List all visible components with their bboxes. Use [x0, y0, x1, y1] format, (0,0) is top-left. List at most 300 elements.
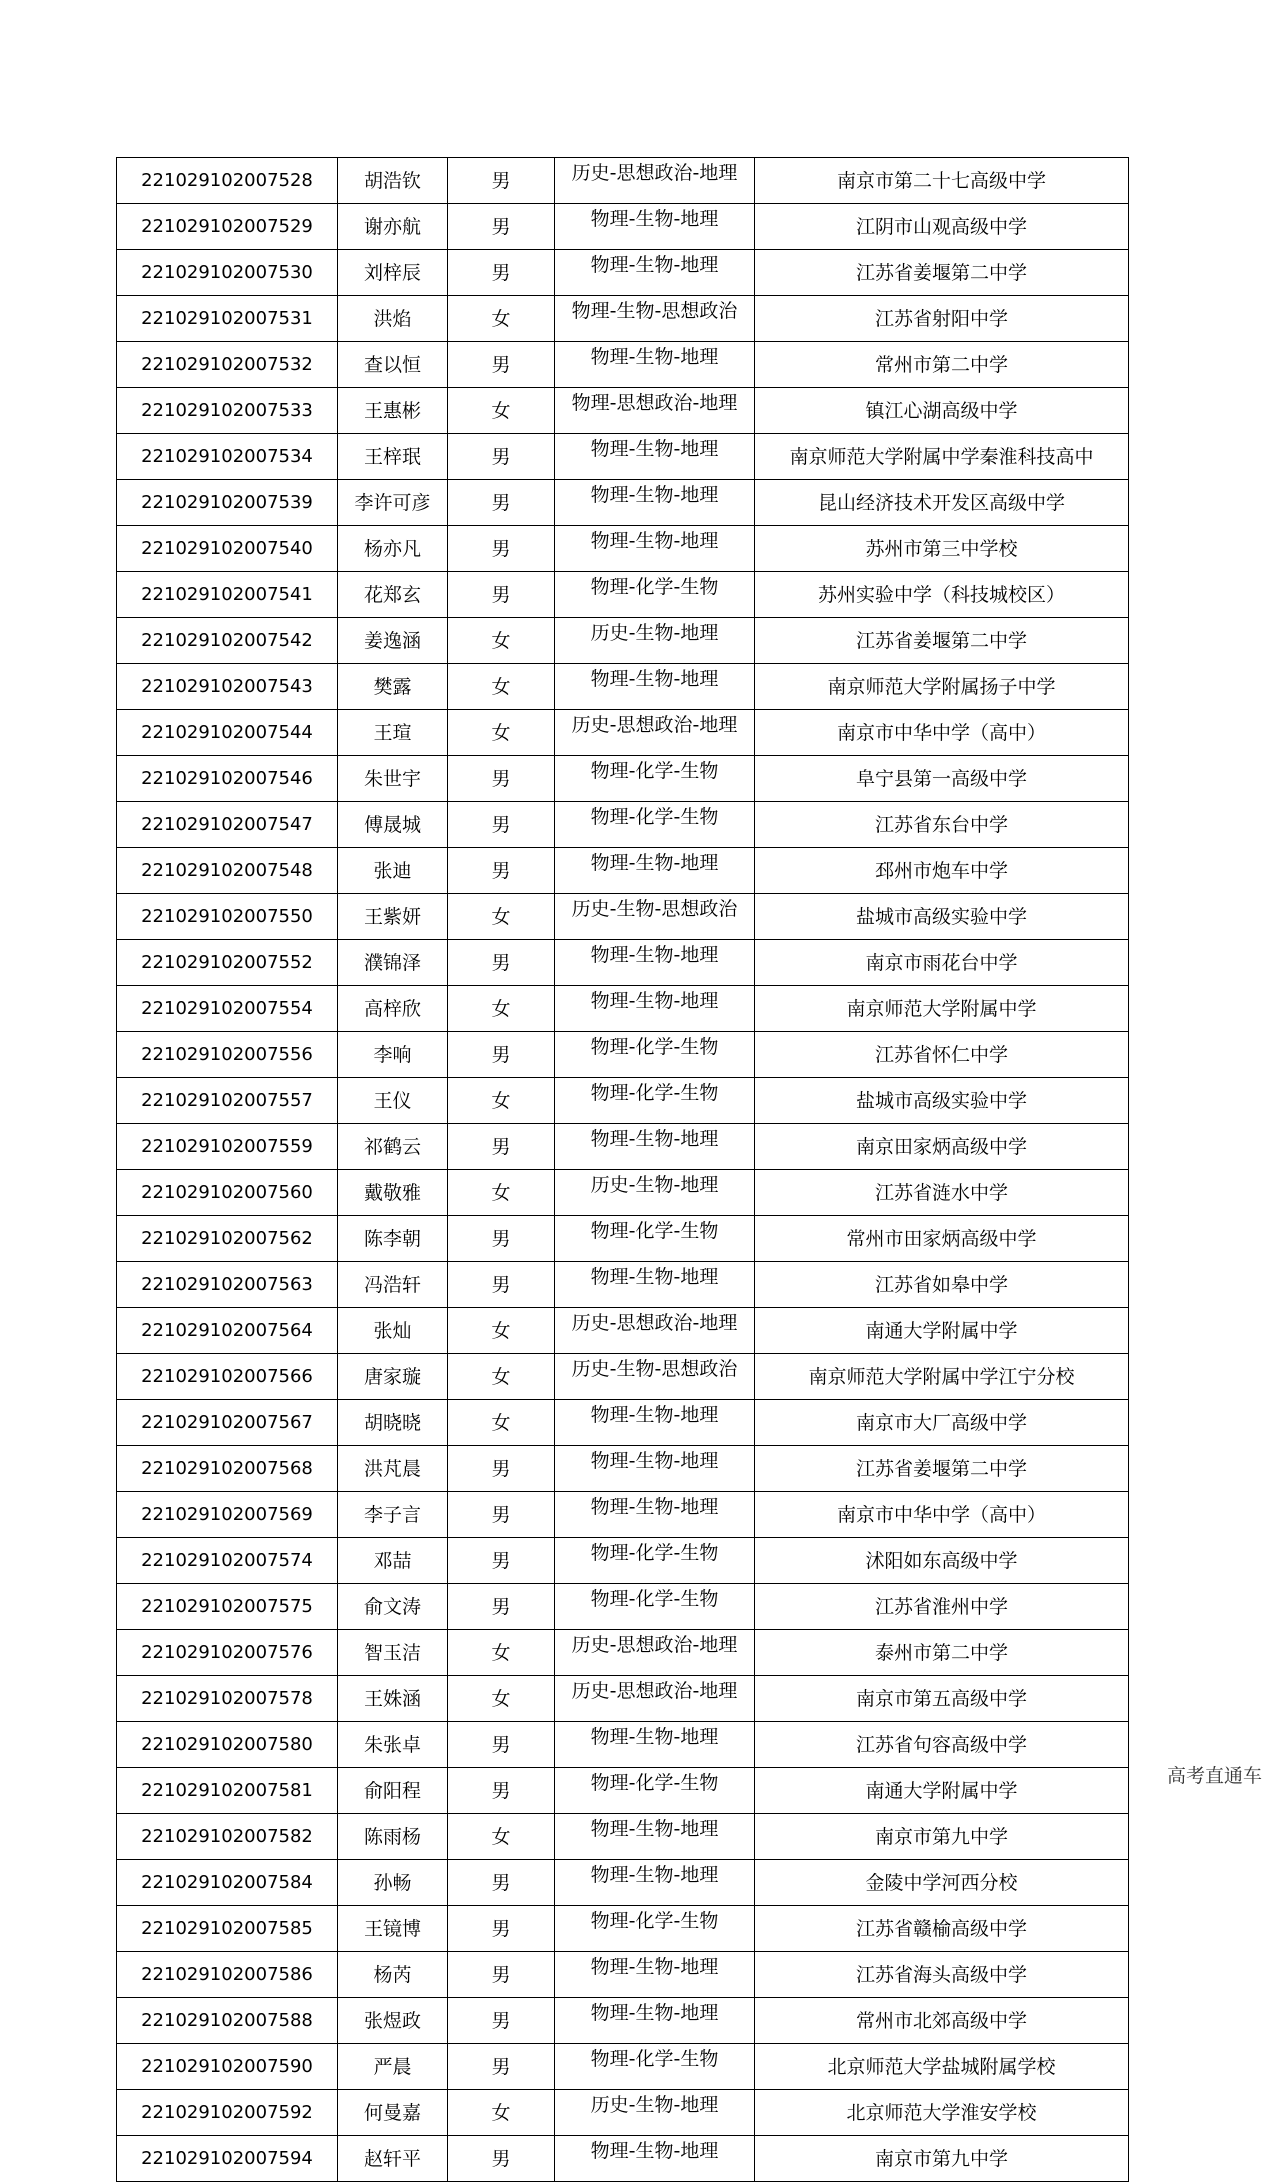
student-id-cell: 221029102007575	[117, 1584, 338, 1630]
gender-cell: 女	[448, 1170, 555, 1216]
school-cell: 南京师范大学附属扬子中学	[755, 664, 1129, 710]
student-name-cell: 张迪	[338, 848, 448, 894]
school-cell: 江苏省句容高级中学	[755, 1722, 1129, 1768]
subject-combo-text: 物理-生物-地理	[590, 529, 719, 552]
school-cell: 江苏省姜堰第二中学	[755, 1446, 1129, 1492]
table-row	[117, 802, 1129, 848]
subject-combo-cell	[555, 1400, 755, 1446]
student-name-cell: 胡晓晓	[338, 1400, 448, 1446]
subject-combo-text: 物理-生物-地理	[590, 1725, 719, 1748]
school-cell: 盐城市高级实验中学	[755, 1078, 1129, 1124]
table-row	[117, 1630, 1129, 1676]
student-id-cell: 221029102007559	[117, 1124, 338, 1170]
subject-combo-text: 物理-生物-地理	[590, 1449, 719, 1472]
subject-combo-cell	[555, 1768, 755, 1814]
school-cell: 江苏省怀仁中学	[755, 1032, 1129, 1078]
student-id-cell: 221029102007574	[117, 1538, 338, 1584]
gender-cell: 男	[448, 2044, 555, 2090]
subject-combo-cell	[555, 1538, 755, 1584]
student-id-cell: 221029102007562	[117, 1216, 338, 1262]
table-row	[117, 1676, 1129, 1722]
gender-cell: 男	[448, 204, 555, 250]
school-cell: 江苏省如皋中学	[755, 1262, 1129, 1308]
school-cell: 南京师范大学附属中学	[755, 986, 1129, 1032]
table-row	[117, 1170, 1129, 1216]
student-id-cell: 221029102007590	[117, 2044, 338, 2090]
subject-combo-text: 物理-化学-生物	[590, 1909, 719, 1932]
table-row	[117, 2136, 1129, 2182]
student-name-cell: 严晨	[338, 2044, 448, 2090]
student-id-cell: 221029102007540	[117, 526, 338, 572]
gender-cell: 女	[448, 1676, 555, 1722]
student-id-cell: 221029102007530	[117, 250, 338, 296]
subject-combo-text: 物理-生物-地理	[590, 1955, 719, 1978]
school-cell: 南京师范大学附属中学江宁分校	[755, 1354, 1129, 1400]
student-name-cell: 傅晟城	[338, 802, 448, 848]
school-cell: 常州市田家炳高级中学	[755, 1216, 1129, 1262]
student-id-cell: 221029102007541	[117, 572, 338, 618]
table-row	[117, 1814, 1129, 1860]
table-row	[117, 1768, 1129, 1814]
subject-combo-cell	[555, 158, 755, 204]
subject-combo-cell	[555, 1584, 755, 1630]
subject-combo-text: 物理-生物-地理	[590, 1127, 719, 1150]
subject-combo-cell	[555, 664, 755, 710]
student-name-cell: 王姝涵	[338, 1676, 448, 1722]
table-row	[117, 250, 1129, 296]
table-row	[117, 1400, 1129, 1446]
student-name-cell: 花郑玄	[338, 572, 448, 618]
school-cell: 盐城市高级实验中学	[755, 894, 1129, 940]
subject-combo-cell	[555, 204, 755, 250]
student-name-cell: 李许可彦	[338, 480, 448, 526]
subject-combo-cell	[555, 1354, 755, 1400]
student-id-cell: 221029102007592	[117, 2090, 338, 2136]
table-row	[117, 2090, 1129, 2136]
student-id-cell: 221029102007556	[117, 1032, 338, 1078]
gender-cell: 男	[448, 940, 555, 986]
subject-combo-cell	[555, 296, 755, 342]
student-id-cell: 221029102007528	[117, 158, 338, 204]
student-name-cell: 姜逸涵	[338, 618, 448, 664]
school-cell: 南京市第五高级中学	[755, 1676, 1129, 1722]
school-cell: 南京市第九中学	[755, 2136, 1129, 2182]
table-row	[117, 296, 1129, 342]
student-name-cell: 洪芃晨	[338, 1446, 448, 1492]
subject-combo-cell	[555, 1998, 755, 2044]
subject-combo-cell	[555, 480, 755, 526]
student-name-cell: 陈李朝	[338, 1216, 448, 1262]
student-id-cell: 221029102007576	[117, 1630, 338, 1676]
table-row	[117, 1860, 1129, 1906]
school-cell: 江苏省涟水中学	[755, 1170, 1129, 1216]
gender-cell: 女	[448, 1814, 555, 1860]
subject-combo-text: 物理-生物-地理	[590, 851, 719, 874]
student-id-cell: 221029102007533	[117, 388, 338, 434]
subject-combo-text: 物理-生物-地理	[590, 2139, 719, 2162]
student-id-cell: 221029102007588	[117, 1998, 338, 2044]
table-row	[117, 756, 1129, 802]
student-name-cell: 智玉洁	[338, 1630, 448, 1676]
subject-combo-text: 物理-化学-生物	[590, 805, 719, 828]
gender-cell: 男	[448, 572, 555, 618]
gender-cell: 男	[448, 848, 555, 894]
school-cell: 江苏省赣榆高级中学	[755, 1906, 1129, 1952]
student-name-cell: 唐家璇	[338, 1354, 448, 1400]
subject-combo-text: 物理-化学-生物	[590, 1035, 719, 1058]
subject-combo-text: 物理-化学-生物	[590, 1541, 719, 1564]
subject-combo-cell	[555, 1216, 755, 1262]
student-id-cell: 221029102007548	[117, 848, 338, 894]
subject-combo-text: 物理-生物-思想政治	[571, 299, 738, 322]
student-name-cell: 张煜政	[338, 1998, 448, 2044]
student-name-cell: 戴敬雅	[338, 1170, 448, 1216]
school-cell: 南京市大厂高级中学	[755, 1400, 1129, 1446]
student-name-cell: 王惠彬	[338, 388, 448, 434]
student-id-cell: 221029102007567	[117, 1400, 338, 1446]
student-name-cell: 濮锦泽	[338, 940, 448, 986]
gender-cell: 男	[448, 1216, 555, 1262]
gender-cell: 男	[448, 1768, 555, 1814]
student-name-cell: 洪焰	[338, 296, 448, 342]
student-id-cell: 221029102007578	[117, 1676, 338, 1722]
table-row	[117, 480, 1129, 526]
gender-cell: 男	[448, 480, 555, 526]
gender-cell: 女	[448, 1308, 555, 1354]
student-id-cell: 221029102007582	[117, 1814, 338, 1860]
student-id-cell: 221029102007547	[117, 802, 338, 848]
student-name-cell: 王梓珉	[338, 434, 448, 480]
school-cell: 南京市中华中学（高中）	[755, 710, 1129, 756]
table-row	[117, 1354, 1129, 1400]
table-row	[117, 1216, 1129, 1262]
gender-cell: 女	[448, 2090, 555, 2136]
subject-combo-text: 历史-生物-地理	[590, 621, 719, 644]
gender-cell: 男	[448, 1860, 555, 1906]
gender-cell: 男	[448, 1584, 555, 1630]
subject-combo-text: 物理-生物-地理	[590, 207, 719, 230]
subject-combo-cell	[555, 756, 755, 802]
subject-combo-cell	[555, 250, 755, 296]
table-row	[117, 342, 1129, 388]
subject-combo-cell	[555, 1860, 755, 1906]
school-cell: 北京师范大学淮安学校	[755, 2090, 1129, 2136]
student-name-cell: 刘梓辰	[338, 250, 448, 296]
table-row	[117, 986, 1129, 1032]
school-cell: 南京市第二十七高级中学	[755, 158, 1129, 204]
table-row	[117, 940, 1129, 986]
roster-body	[117, 158, 1129, 2182]
table-row	[117, 158, 1129, 204]
student-roster-table	[116, 157, 1129, 2182]
subject-combo-text: 物理-生物-地理	[590, 345, 719, 368]
school-cell: 常州市北郊高级中学	[755, 1998, 1129, 2044]
subject-combo-cell	[555, 802, 755, 848]
subject-combo-text: 物理-化学-生物	[590, 1771, 719, 1794]
subject-combo-cell	[555, 1630, 755, 1676]
student-id-cell: 221029102007534	[117, 434, 338, 480]
subject-combo-text: 历史-生物-地理	[590, 2093, 719, 2116]
table-row	[117, 1722, 1129, 1768]
subject-combo-text: 物理-生物-地理	[590, 1817, 719, 1840]
subject-combo-cell	[555, 388, 755, 434]
subject-combo-cell	[555, 1492, 755, 1538]
subject-combo-text: 物理-生物-地理	[590, 989, 719, 1012]
table-row	[117, 388, 1129, 434]
table-row	[117, 526, 1129, 572]
table-row	[117, 2044, 1129, 2090]
table-row	[117, 1308, 1129, 1354]
gender-cell: 女	[448, 1078, 555, 1124]
subject-combo-text: 物理-思想政治-地理	[571, 391, 738, 414]
student-id-cell: 221029102007546	[117, 756, 338, 802]
school-cell: 南京市第九中学	[755, 1814, 1129, 1860]
student-name-cell: 陈雨杨	[338, 1814, 448, 1860]
table-row	[117, 1078, 1129, 1124]
school-cell: 南通大学附属中学	[755, 1308, 1129, 1354]
student-name-cell: 邓喆	[338, 1538, 448, 1584]
school-cell: 南京市中华中学（高中）	[755, 1492, 1129, 1538]
gender-cell: 女	[448, 296, 555, 342]
subject-combo-text: 物理-生物-地理	[590, 437, 719, 460]
gender-cell: 女	[448, 1630, 555, 1676]
subject-combo-text: 物理-生物-地理	[590, 1863, 719, 1886]
subject-combo-text: 物理-生物-地理	[590, 667, 719, 690]
student-id-cell: 221029102007550	[117, 894, 338, 940]
student-name-cell: 朱张卓	[338, 1722, 448, 1768]
school-cell: 苏州市第三中学校	[755, 526, 1129, 572]
table-row	[117, 572, 1129, 618]
subject-combo-cell	[555, 848, 755, 894]
school-cell: 南通大学附属中学	[755, 1768, 1129, 1814]
subject-combo-text: 历史-生物-思想政治	[571, 897, 738, 920]
table-row	[117, 664, 1129, 710]
student-name-cell: 李子言	[338, 1492, 448, 1538]
table-row	[117, 1906, 1129, 1952]
student-name-cell: 王瑄	[338, 710, 448, 756]
subject-combo-cell	[555, 2044, 755, 2090]
student-name-cell: 查以恒	[338, 342, 448, 388]
subject-combo-text: 历史-思想政治-地理	[571, 713, 738, 736]
subject-combo-cell	[555, 342, 755, 388]
table-row	[117, 1262, 1129, 1308]
gender-cell: 男	[448, 434, 555, 480]
student-name-cell: 王镜博	[338, 1906, 448, 1952]
subject-combo-cell	[555, 2136, 755, 2182]
gender-cell: 女	[448, 664, 555, 710]
student-name-cell: 杨芮	[338, 1952, 448, 1998]
table-row	[117, 434, 1129, 480]
subject-combo-cell	[555, 572, 755, 618]
student-id-cell: 221029102007584	[117, 1860, 338, 1906]
student-name-cell: 王仪	[338, 1078, 448, 1124]
subject-combo-cell	[555, 1078, 755, 1124]
student-name-cell: 杨亦凡	[338, 526, 448, 572]
gender-cell: 男	[448, 1538, 555, 1584]
gender-cell: 女	[448, 1354, 555, 1400]
school-cell: 南京田家炳高级中学	[755, 1124, 1129, 1170]
student-name-cell: 樊露	[338, 664, 448, 710]
subject-combo-text: 历史-生物-思想政治	[571, 1357, 738, 1380]
school-cell: 南京师范大学附属中学秦淮科技高中	[755, 434, 1129, 480]
gender-cell: 男	[448, 1446, 555, 1492]
subject-combo-cell	[555, 1952, 755, 1998]
gender-cell: 男	[448, 1262, 555, 1308]
student-id-cell: 221029102007542	[117, 618, 338, 664]
school-cell: 南京市雨花台中学	[755, 940, 1129, 986]
gender-cell: 男	[448, 1124, 555, 1170]
student-id-cell: 221029102007564	[117, 1308, 338, 1354]
student-id-cell: 221029102007539	[117, 480, 338, 526]
student-name-cell: 张灿	[338, 1308, 448, 1354]
subject-combo-text: 历史-思想政治-地理	[571, 1679, 738, 1702]
student-id-cell: 221029102007552	[117, 940, 338, 986]
student-name-cell: 祁鹤云	[338, 1124, 448, 1170]
school-cell: 江阴市山观高级中学	[755, 204, 1129, 250]
school-cell: 阜宁县第一高级中学	[755, 756, 1129, 802]
gender-cell: 男	[448, 526, 555, 572]
school-cell: 镇江心湖高级中学	[755, 388, 1129, 434]
student-id-cell: 221029102007554	[117, 986, 338, 1032]
subject-combo-text: 物理-生物-地理	[590, 253, 719, 276]
school-cell: 北京师范大学盐城附属学校	[755, 2044, 1129, 2090]
subject-combo-text: 物理-生物-地理	[590, 1265, 719, 1288]
subject-combo-text: 历史-思想政治-地理	[571, 161, 738, 184]
school-cell: 江苏省射阳中学	[755, 296, 1129, 342]
student-id-cell: 221029102007585	[117, 1906, 338, 1952]
table-row	[117, 1492, 1129, 1538]
subject-combo-cell	[555, 2090, 755, 2136]
subject-combo-cell	[555, 1032, 755, 1078]
student-id-cell: 221029102007581	[117, 1768, 338, 1814]
table-row	[117, 204, 1129, 250]
school-cell: 江苏省姜堰第二中学	[755, 618, 1129, 664]
subject-combo-cell	[555, 1124, 755, 1170]
subject-combo-cell	[555, 618, 755, 664]
subject-combo-text: 物理-化学-生物	[590, 1081, 719, 1104]
gender-cell: 男	[448, 1492, 555, 1538]
student-name-cell: 李响	[338, 1032, 448, 1078]
school-cell: 沭阳如东高级中学	[755, 1538, 1129, 1584]
subject-combo-cell	[555, 526, 755, 572]
student-id-cell: 221029102007586	[117, 1952, 338, 1998]
gender-cell: 女	[448, 618, 555, 664]
school-cell: 邳州市炮车中学	[755, 848, 1129, 894]
subject-combo-cell	[555, 1262, 755, 1308]
gender-cell: 男	[448, 342, 555, 388]
subject-combo-text: 物理-化学-生物	[590, 1219, 719, 1242]
gender-cell: 男	[448, 1722, 555, 1768]
school-cell: 江苏省淮州中学	[755, 1584, 1129, 1630]
subject-combo-text: 历史-思想政治-地理	[571, 1633, 738, 1656]
student-id-cell: 221029102007580	[117, 1722, 338, 1768]
student-name-cell: 孙畅	[338, 1860, 448, 1906]
table-row	[117, 1584, 1129, 1630]
school-cell: 江苏省海头高级中学	[755, 1952, 1129, 1998]
gender-cell: 男	[448, 1906, 555, 1952]
subject-combo-cell	[555, 1308, 755, 1354]
student-name-cell: 俞阳程	[338, 1768, 448, 1814]
student-id-cell: 221029102007544	[117, 710, 338, 756]
table-row	[117, 894, 1129, 940]
student-name-cell: 胡浩钦	[338, 158, 448, 204]
school-cell: 金陵中学河西分校	[755, 1860, 1129, 1906]
student-id-cell: 221029102007569	[117, 1492, 338, 1538]
table-row	[117, 1446, 1129, 1492]
school-cell: 泰州市第二中学	[755, 1630, 1129, 1676]
student-id-cell: 221029102007529	[117, 204, 338, 250]
student-name-cell: 俞文涛	[338, 1584, 448, 1630]
student-name-cell: 何曼嘉	[338, 2090, 448, 2136]
subject-combo-cell	[555, 1446, 755, 1492]
student-id-cell: 221029102007566	[117, 1354, 338, 1400]
subject-combo-cell	[555, 940, 755, 986]
gender-cell: 女	[448, 986, 555, 1032]
subject-combo-cell	[555, 1814, 755, 1860]
student-name-cell: 冯浩轩	[338, 1262, 448, 1308]
school-cell: 常州市第二中学	[755, 342, 1129, 388]
gender-cell: 男	[448, 1032, 555, 1078]
table-row	[117, 1124, 1129, 1170]
subject-combo-text: 历史-思想政治-地理	[571, 1311, 738, 1334]
gender-cell: 男	[448, 2136, 555, 2182]
school-cell: 江苏省东台中学	[755, 802, 1129, 848]
school-cell: 昆山经济技术开发区高级中学	[755, 480, 1129, 526]
subject-combo-cell	[555, 1676, 755, 1722]
subject-combo-text: 物理-生物-地理	[590, 483, 719, 506]
table-row	[117, 618, 1129, 664]
subject-combo-cell	[555, 986, 755, 1032]
student-id-cell: 221029102007568	[117, 1446, 338, 1492]
subject-combo-text: 物理-化学-生物	[590, 1587, 719, 1610]
student-id-cell: 221029102007532	[117, 342, 338, 388]
student-id-cell: 221029102007560	[117, 1170, 338, 1216]
school-cell: 江苏省姜堰第二中学	[755, 250, 1129, 296]
student-name-cell: 高梓欣	[338, 986, 448, 1032]
subject-combo-text: 物理-生物-地理	[590, 1403, 719, 1426]
subject-combo-text: 物理-生物-地理	[590, 2001, 719, 2024]
student-name-cell: 赵轩平	[338, 2136, 448, 2182]
subject-combo-text: 历史-生物-地理	[590, 1173, 719, 1196]
gender-cell: 男	[448, 250, 555, 296]
table-row	[117, 848, 1129, 894]
subject-combo-text: 物理-化学-生物	[590, 575, 719, 598]
gender-cell: 男	[448, 756, 555, 802]
gender-cell: 男	[448, 802, 555, 848]
table-row	[117, 1032, 1129, 1078]
table-row	[117, 1998, 1129, 2044]
subject-combo-cell	[555, 1906, 755, 1952]
student-id-cell: 221029102007543	[117, 664, 338, 710]
student-id-cell: 221029102007531	[117, 296, 338, 342]
student-name-cell: 王紫妍	[338, 894, 448, 940]
gender-cell: 男	[448, 1952, 555, 1998]
subject-combo-text: 物理-化学-生物	[590, 759, 719, 782]
subject-combo-text: 物理-化学-生物	[590, 2047, 719, 2070]
student-id-cell: 221029102007594	[117, 2136, 338, 2182]
gender-cell: 女	[448, 710, 555, 756]
gender-cell: 女	[448, 1400, 555, 1446]
watermark-text: 高考直通车	[1166, 1765, 1262, 1787]
subject-combo-text: 物理-生物-地理	[590, 943, 719, 966]
student-id-cell: 221029102007563	[117, 1262, 338, 1308]
gender-cell: 男	[448, 1998, 555, 2044]
gender-cell: 女	[448, 388, 555, 434]
student-name-cell: 谢亦航	[338, 204, 448, 250]
table-row	[117, 1538, 1129, 1584]
subject-combo-text: 物理-生物-地理	[590, 1495, 719, 1518]
subject-combo-cell	[555, 434, 755, 480]
